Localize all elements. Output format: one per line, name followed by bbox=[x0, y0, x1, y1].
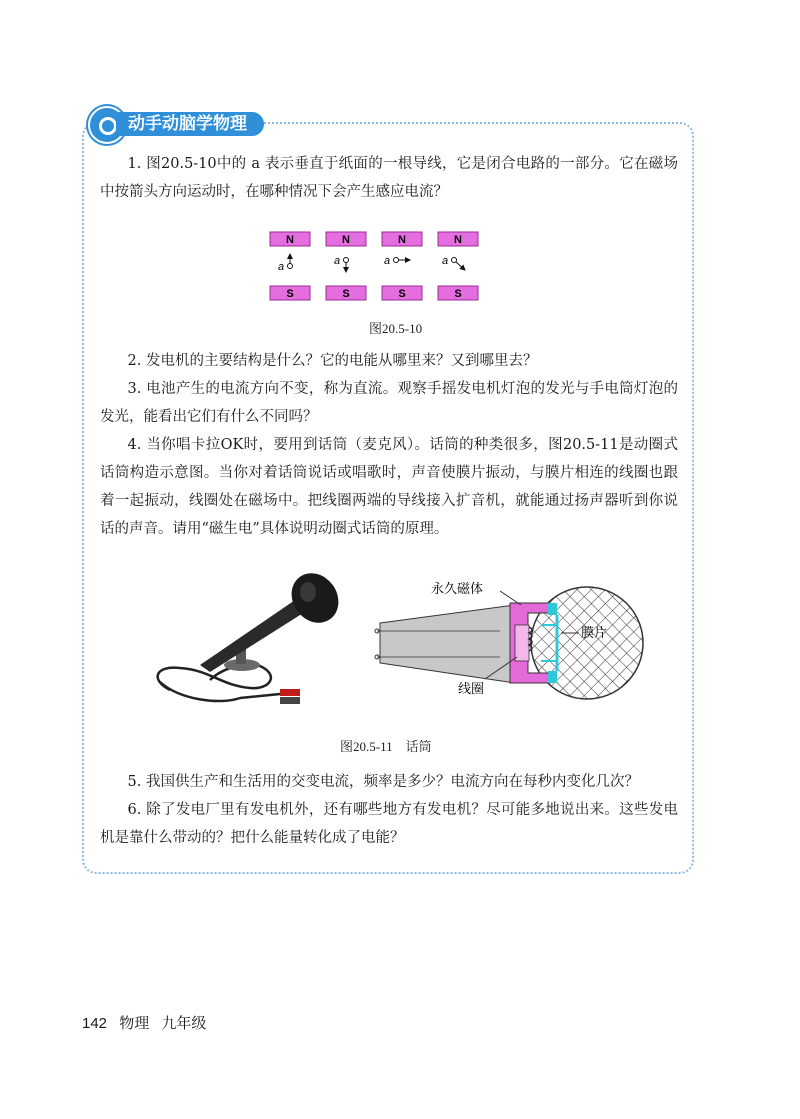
south-label: S bbox=[342, 288, 350, 300]
section-header bbox=[88, 106, 268, 140]
north-label: N bbox=[454, 234, 462, 246]
north-label: N bbox=[286, 234, 294, 246]
south-label: S bbox=[398, 288, 406, 300]
south-label: S bbox=[454, 288, 462, 300]
north-label: N bbox=[342, 234, 350, 246]
magnet-pair-3 bbox=[382, 232, 422, 300]
magnet-pair-1 bbox=[270, 232, 310, 300]
magnet-pair-4 bbox=[438, 232, 478, 300]
handle bbox=[380, 605, 515, 683]
page-footer bbox=[82, 1012, 214, 1033]
figure-20-5-10 bbox=[260, 228, 500, 308]
subject-label: 物理 bbox=[119, 1015, 150, 1032]
question-2: 2. 发电机的主要结构是什么？它的电能从哪里来？又到哪里去？ bbox=[127, 353, 538, 369]
question-4: 4. 当你唱卡拉OK时，要用到话筒（麦克风）。话筒的种类很多，图20.5-11是动圈式话筒构造示意图。当你对着话筒说话或唱歌时，声音使膜片振动，与膜片相连的线圈也跟着一起振动，线圈处在磁场中。把线圈两端的导线接入扩音机，就能通过扬声器听到你说话的声音。请用“磁生电”具体说明动圈式话筒的原理。 bbox=[100, 437, 678, 537]
wire-label: a bbox=[278, 261, 285, 273]
wire-label: a bbox=[442, 255, 449, 267]
magnet-pair-2 bbox=[326, 232, 366, 300]
grade-label: 九年级 bbox=[161, 1015, 207, 1032]
question-6: 6. 除了发电厂里有发电机外，还有哪些地方有发电机？尽可能多地说出来。这些发电机是靠什么带动的？把什么能量转化成了电能？ bbox=[100, 802, 678, 846]
question-5: 5. 我国供生产和生活用的交变电流，频率是多少？电流方向在每秒内变化几次？ bbox=[127, 774, 639, 790]
question-3: 3. 电池产生的电流方向不变，称为直流。观察手摇发电机灯泡的发光与手电筒灯泡的发光，能看出它们有什么不同吗？ bbox=[100, 381, 678, 425]
label-coil: 线圈 bbox=[458, 681, 485, 696]
figure-20-5-10-caption: 图20.5-10 bbox=[369, 321, 423, 336]
page-number: 142 bbox=[82, 1015, 108, 1032]
south-label: S bbox=[286, 288, 294, 300]
figure-20-5-11-caption: 图20.5-11 话筒 bbox=[340, 739, 432, 754]
section-title: 动手动脑学物理 bbox=[116, 112, 264, 136]
north-label: N bbox=[398, 234, 406, 246]
label-permanent-magnet: 永久磁体 bbox=[431, 581, 484, 596]
microphone-photo bbox=[140, 570, 350, 720]
label-diaphragm: 膜片 bbox=[581, 625, 608, 640]
wire-label: a bbox=[384, 255, 391, 267]
question-1: 1. 图20.5-10中的 a 表示垂直于纸面的一根导线，它是闭合电路的一部分。它在磁场中按箭头方向运动时，在哪种情况下会产生感应电流？ bbox=[100, 156, 678, 200]
microphone-diagram bbox=[365, 575, 645, 710]
wire-label: a bbox=[334, 255, 341, 267]
